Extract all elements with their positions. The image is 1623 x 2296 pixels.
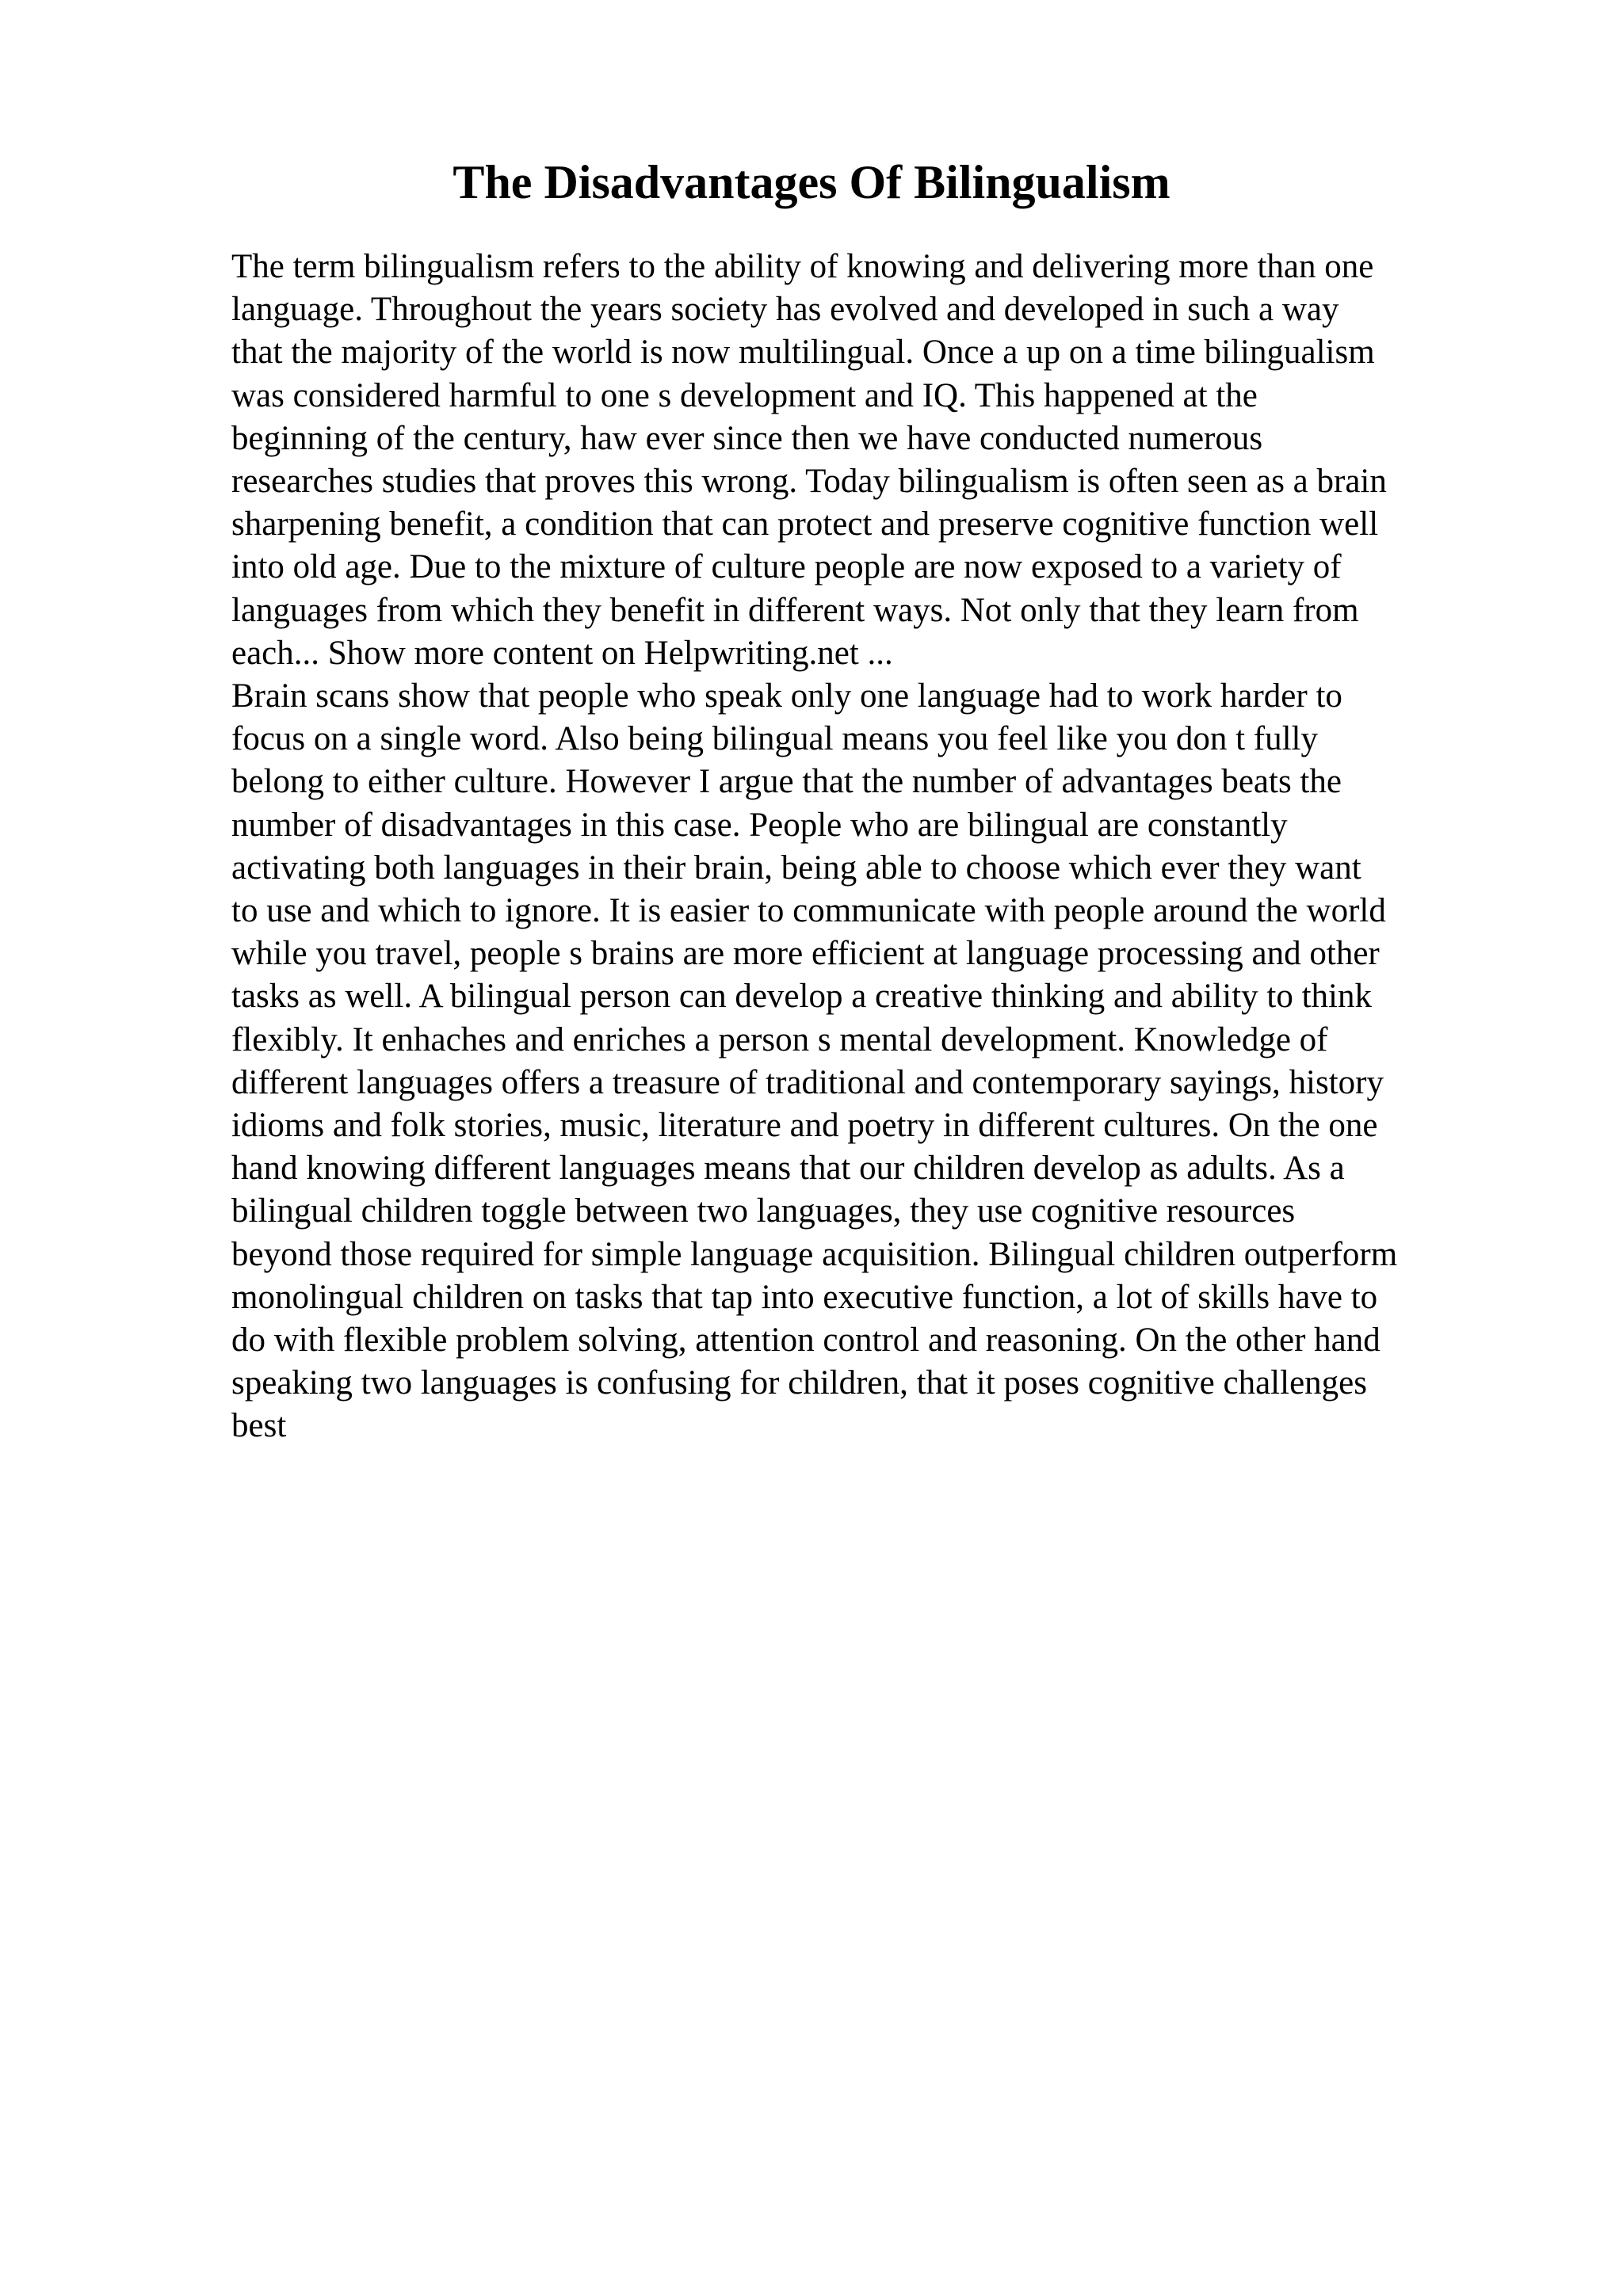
body-line: focus on a single word. Also being bilingual means you feel like you don t fully (231, 720, 1319, 758)
body-line: Brain scans show that people who speak only one language had to work harder to (231, 677, 1342, 715)
body-line: speaking two languages is confusing for children, that it poses cognitive challenges (231, 1364, 1367, 1402)
body-line: activating both languages in their brain, being able to choose which ever they want (231, 849, 1361, 887)
body-line: that the majority of the world is now multilingual. Once a up on a time bilingualism (231, 334, 1375, 372)
body-line: to use and which to ignore. It is easier to communicate with people around the world (231, 892, 1386, 930)
document-body (231, 246, 1515, 1448)
body-line: beyond those required for simple language acquisition. Bilingual children outperform (231, 1235, 1398, 1273)
body-line: into old age. Due to the mixture of culture people are now exposed to a variety of (231, 548, 1342, 586)
body-line: hand knowing different languages means that our children develop as adults. As a (231, 1150, 1345, 1188)
body-line: each... Show more content on Helpwriting.net ... (231, 634, 893, 672)
body-line: was considered harmful to one s development and IQ. This happened at the (231, 376, 1258, 414)
body-line: flexibly. It enhaches and enriches a person s mental development. Knowledge of (231, 1020, 1328, 1058)
body-line: language. Throughout the years society has evolved and developed in such a way (231, 291, 1339, 329)
body-line: bilingual children toggle between two languages, they use cognitive resources (231, 1192, 1296, 1230)
body-line: languages from which they benefit in different ways. Not only that they learn from (231, 591, 1359, 629)
body-line: number of disadvantages in this case. People who are bilingual are constantly (231, 806, 1288, 844)
body-line: beginning of the century, haw ever since then we have conducted numerous (231, 419, 1263, 457)
body-line: idioms and folk stories, music, literature and poetry in different cultures. On the one (231, 1107, 1378, 1145)
body-line: different languages offers a treasure of traditional and contemporary sayings, history (231, 1063, 1384, 1101)
body-line: do with flexible problem solving, attention control and reasoning. On the other hand (231, 1322, 1381, 1360)
body-line: while you travel, people s brains are more efficient at language processing and other (231, 935, 1380, 973)
body-line: belong to either culture. However I argue that the number of advantages beats the (231, 763, 1342, 801)
body-line: The term bilingualism refers to the ability of knowing and delivering more than one (231, 248, 1374, 285)
body-line: sharpening benefit, a condition that can protect and preserve cognitive function well (231, 505, 1379, 543)
document-title: The Disadvantages Of Bilingualism (453, 156, 1170, 208)
body-line: researches studies that proves this wrong. Today bilingualism is often seen as a brain (231, 463, 1387, 501)
body-line: best (231, 1407, 287, 1445)
body-line: tasks as well. A bilingual person can develop a creative thinking and ability to think (231, 978, 1372, 1016)
body-line: monolingual children on tasks that tap into executive function, a lot of skills have to (231, 1278, 1378, 1316)
